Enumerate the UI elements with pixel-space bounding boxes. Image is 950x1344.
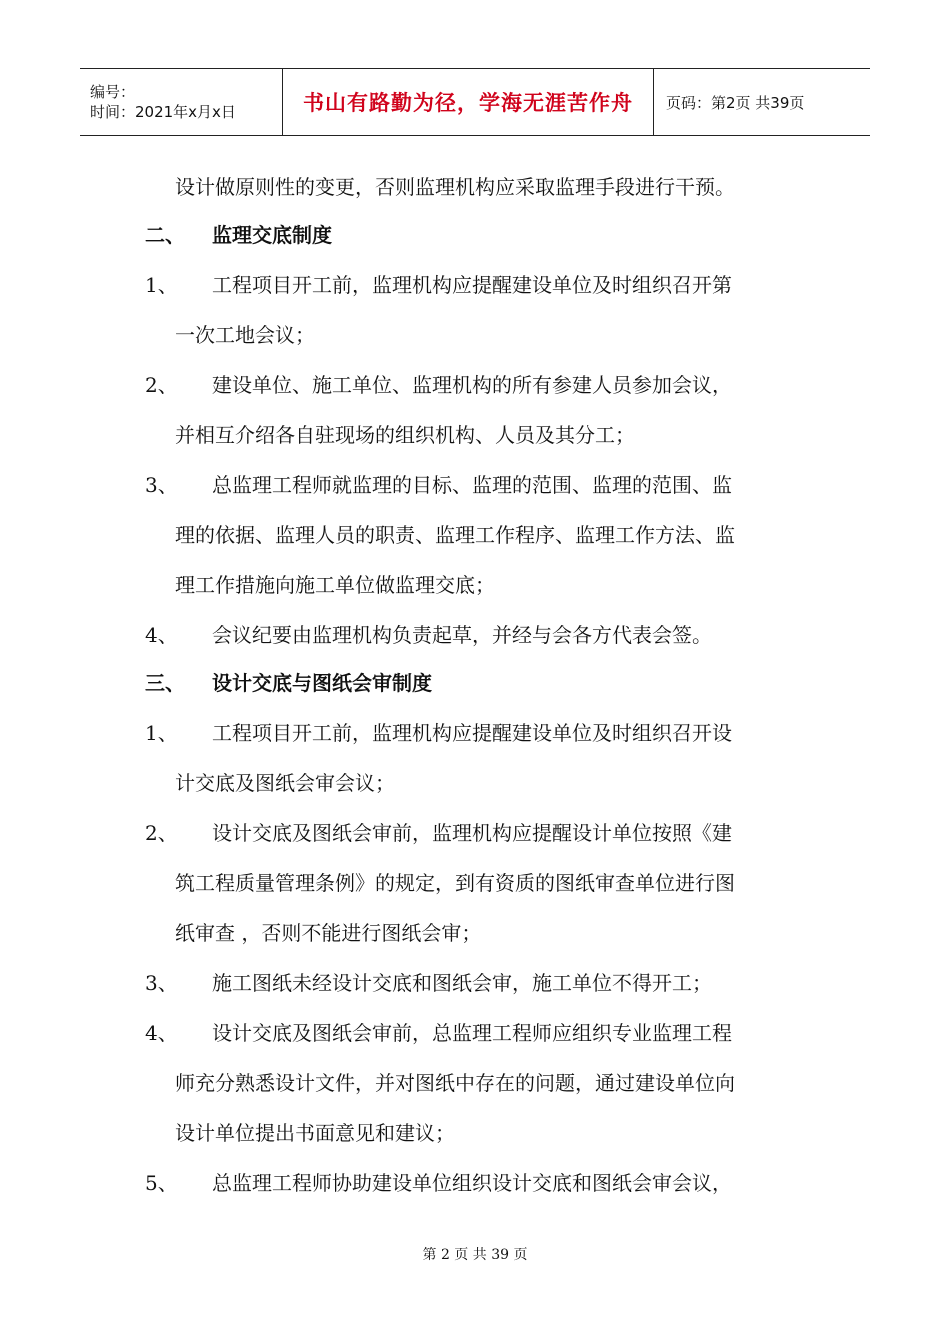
section-title: 设计交底与图纸会审制度 — [212, 671, 432, 695]
item-text: 工程项目开工前，监理机构应提醒建设单位及时组织召开第 — [212, 273, 732, 297]
item-continuation: 筑工程质量管理条例》的规定，到有资质的图纸审查单位进行图 — [175, 871, 735, 895]
item-continuation: 理的依据、监理人员的职责、监理工作程序、监理工作方法、监 — [175, 523, 735, 547]
section-number: 三、 — [145, 671, 185, 695]
section-number: 二、 — [145, 223, 185, 247]
item-number: 3、 — [145, 971, 178, 995]
header-meta — [80, 69, 282, 135]
header-page-info — [654, 69, 870, 135]
item-continuation: 纸审查 ，否则不能进行图纸会审； — [175, 921, 482, 945]
item-number: 4、 — [145, 1021, 178, 1045]
item-continuation: 理工作措施向施工单位做监理交底； — [175, 573, 495, 597]
item-number: 4、 — [145, 623, 178, 647]
page-header — [80, 68, 870, 136]
number-label: 编号： — [90, 83, 136, 101]
item-text: 施工图纸未经设计交底和图纸会审，施工单位不得开工； — [212, 971, 712, 995]
item-text: 设计交底及图纸会审前，总监理工程师应组织专业监理工程 — [212, 1021, 732, 1045]
item-continuation: 一次工地会议； — [175, 323, 315, 347]
item-number: 2、 — [145, 373, 178, 397]
footer-page-number: 第 2 页 共 39 页 — [422, 1247, 528, 1263]
motto-text: 书山有路勤为径，学海无涯苦作舟 — [303, 91, 633, 115]
item-number: 2、 — [145, 821, 178, 845]
paragraph-line: 设计做原则性的变更，否则监理机构应采取监理手段进行干预。 — [175, 175, 735, 199]
item-continuation: 设计单位提出书面意见和建议； — [175, 1121, 455, 1145]
item-number: 1、 — [145, 273, 178, 297]
item-text: 会议纪要由监理机构负责起草，并经与会各方代表会签。 — [212, 623, 712, 647]
item-text: 总监理工程师就监理的目标、监理的范围、监理的范围、监 — [212, 473, 732, 497]
date-label: 时间：2021年x月x日 — [90, 103, 236, 121]
page-footer — [0, 1244, 950, 1264]
item-text: 总监理工程师协助建设单位组织设计交底和图纸会审会议， — [212, 1171, 732, 1195]
item-number: 3、 — [145, 473, 178, 497]
item-continuation: 师充分熟悉设计文件，并对图纸中存在的问题，通过建设单位向 — [175, 1071, 735, 1095]
item-continuation: 并相互介绍各自驻现场的组织机构、人员及其分工； — [175, 423, 635, 447]
header-motto — [282, 69, 654, 135]
page-info-text: 页码：第2页 共39页 — [666, 93, 805, 112]
item-text: 建设单位、施工单位、监理机构的所有参建人员参加会议， — [212, 373, 732, 397]
item-text: 工程项目开工前，监理机构应提醒建设单位及时组织召开设 — [212, 721, 732, 745]
item-text: 设计交底及图纸会审前，监理机构应提醒设计单位按照《建 — [212, 821, 732, 845]
item-number: 1、 — [145, 721, 178, 745]
item-continuation: 计交底及图纸会审会议； — [175, 771, 395, 795]
item-number: 5、 — [145, 1171, 178, 1195]
section-title: 监理交底制度 — [212, 223, 332, 247]
